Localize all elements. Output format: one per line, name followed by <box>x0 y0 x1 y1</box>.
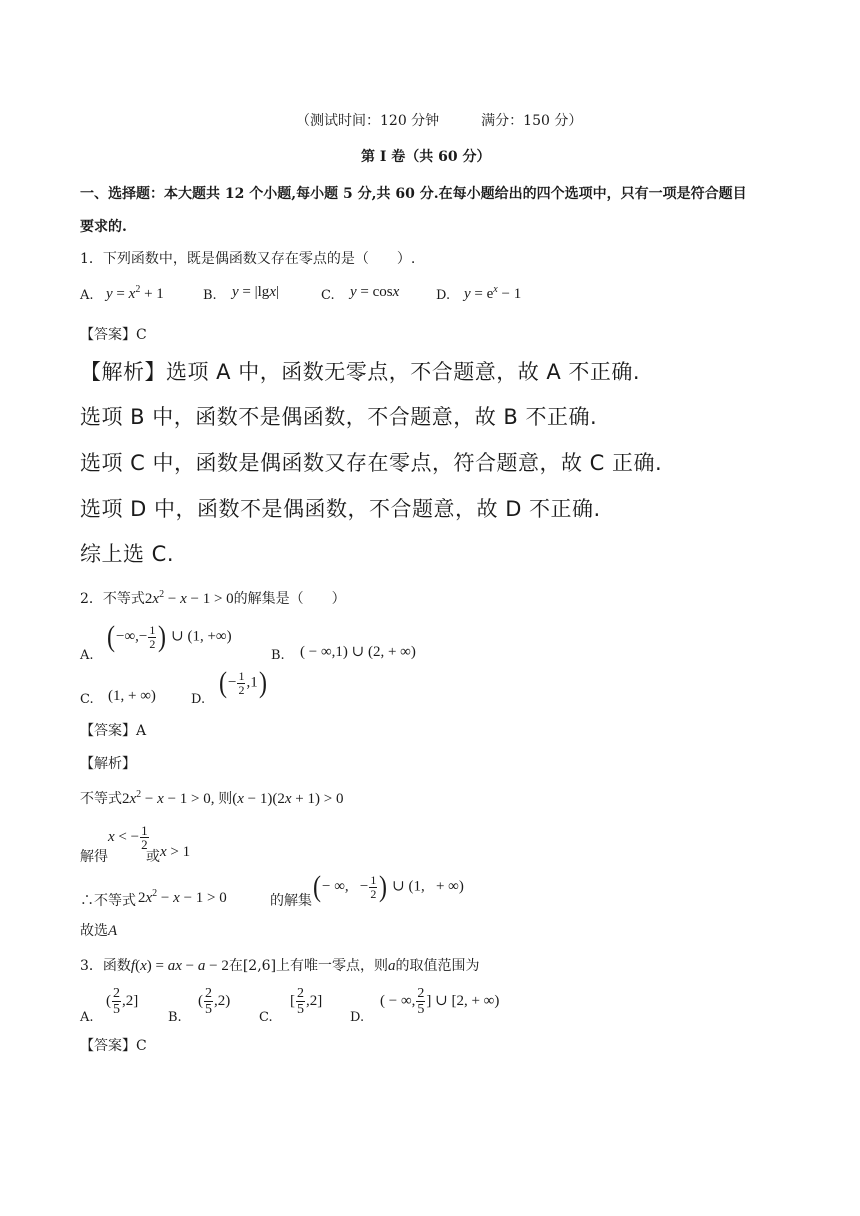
q2-analysis-line2 <box>80 824 280 864</box>
q2-options-row1 <box>80 622 540 666</box>
q3-option-d-label: D. <box>350 1010 365 1025</box>
q3-options <box>80 986 520 1030</box>
q2-option-a-math: (−∞,− $\frac{1}{2}$ ) ∪ (1, +∞) <box>107 620 232 653</box>
q2-options-row2 <box>80 668 380 712</box>
q1-option-a-label: A. <box>80 288 94 303</box>
q2-option-d-label: D. <box>191 692 206 707</box>
q1-option-b-math: y = |lgx| <box>232 284 279 300</box>
q2-option-b-math: ( − ∞,1) ∪ (2, + ∞) <box>300 644 416 660</box>
q2-line2-math: x < − $\frac{1}{2}$ <box>108 823 148 852</box>
q3-stem-math: f(x) = ax − a − 2 <box>130 958 229 974</box>
q1-analysis-line5: 综上选 C. <box>80 542 175 566</box>
q2-analysis-line3 <box>80 872 480 912</box>
q3-stem-prefix: 3．函数 <box>80 958 131 974</box>
q3-stem-mid: 在[2,6]上有唯一零点，则 <box>228 958 389 974</box>
q2-option-b-label: B. <box>271 648 285 663</box>
q2-stem <box>80 588 346 612</box>
q2-answer: 【答案】A <box>80 723 147 739</box>
q1-options <box>80 284 540 308</box>
q1-option-c-math: y = cosx <box>350 284 400 300</box>
q2-option-a-label: A. <box>80 648 94 663</box>
q2-analysis-line1 <box>80 788 343 812</box>
q1-analysis-line1: 【解析】选项 A 中，函数无零点，不合题意，故 A 不正确. <box>80 360 641 384</box>
q3-stem-var: a <box>388 958 396 974</box>
q1-option-d-label: D. <box>436 288 451 303</box>
exam-time-line: （测试时间：120 分钟 满分：150 分） <box>296 113 583 129</box>
q3-option-b-label: B. <box>168 1010 182 1025</box>
q1-option-c-label: C. <box>321 288 335 303</box>
q1-answer: 【答案】C <box>80 327 147 343</box>
q3-stem <box>80 955 480 979</box>
q2-stem-suffix: 的解集是（ ） <box>233 591 346 607</box>
section-heading-line2: 要求的. <box>80 219 127 235</box>
section-heading-line1: 一、选择题：本大题共 12 个小题,每小题 5 分,共 60 分.在每小题给出的四个选项中，只有一项是符合题目 <box>80 186 747 202</box>
q1-option-a-math: $y = x^2 + 1$ <box>106 284 164 302</box>
q2-line3-prefix: ∴不等式 <box>80 893 136 909</box>
q1-analysis-line4: 选项 D 中，函数不是偶函数，不合题意，故 D 不正确. <box>80 497 601 521</box>
q3-option-d-math: ( − ∞, $\frac{2}{5}$ ] ∪ [2, + ∞) <box>380 986 500 1017</box>
q3-option-c-label: C. <box>259 1010 273 1025</box>
q3-answer: 【答案】C <box>80 1038 147 1054</box>
q1-analysis-line3: 选项 C 中，函数是偶函数又存在零点，符合题意，故 C 正确. <box>80 451 663 475</box>
q2-analysis-title: 【解析】 <box>80 756 136 772</box>
q3-option-a-label: A. <box>80 1010 94 1025</box>
q2-analysis-line4 <box>80 920 117 944</box>
q2-line2-math2: x > 1 <box>160 844 191 860</box>
q3-option-b-math: ( $\frac{2}{5}$ ,2) <box>198 986 231 1017</box>
q2-line3-set: (− ∞, − $\frac{1}{2}$ ) ∪ (1, + ∞) <box>313 870 464 903</box>
q2-line1-mid: 则 <box>218 791 233 807</box>
q2-option-c-label: C. <box>80 692 94 707</box>
q2-line4-letter: A <box>108 923 118 939</box>
q3-stem-suffix: 的取值范围为 <box>395 958 480 974</box>
q3-option-c-math: [ $\frac{2}{5}$ ,2] <box>290 986 323 1017</box>
q2-option-d-math: (− $\frac{1}{2}$ ,1) <box>219 666 267 699</box>
q1-option-d-math: $y = e^x - 1$ <box>464 284 522 302</box>
q1-option-b-label: B. <box>203 288 217 303</box>
q2-line1-math: $2x^2 - x - 1 > 0$, <box>122 789 219 807</box>
volume-title: 第 I 卷（共 60 分） <box>361 149 491 165</box>
q1-stem: 1．下列函数中，既是偶函数又存在零点的是（ ）. <box>80 251 416 267</box>
q2-stem-prefix: 2．不等式 <box>80 591 145 607</box>
q1-analysis-line2: 选项 B 中，函数不是偶函数，不合题意，故 B 不正确. <box>80 405 598 429</box>
q2-line1-math2: (x − 1)(2x + 1) > 0 <box>232 791 344 807</box>
q3-option-a-math: ( $\frac{2}{5}$ ,2] <box>106 986 139 1017</box>
q2-line1-prefix: 不等式 <box>80 791 122 807</box>
q2-option-c-math: (1, + ∞) <box>108 688 156 704</box>
q2-stem-math: $2x^2 - x - 1 > 0$ <box>144 589 234 607</box>
q2-line4-text: 故选 <box>80 923 108 939</box>
q2-line3-mid: 的解集 <box>270 893 312 909</box>
q2-line3-math: $2x^2 - x - 1 > 0$ <box>138 888 227 906</box>
q2-line2-prefix: 解得 <box>80 849 108 865</box>
q2-line2-mid: 或 <box>146 849 160 865</box>
